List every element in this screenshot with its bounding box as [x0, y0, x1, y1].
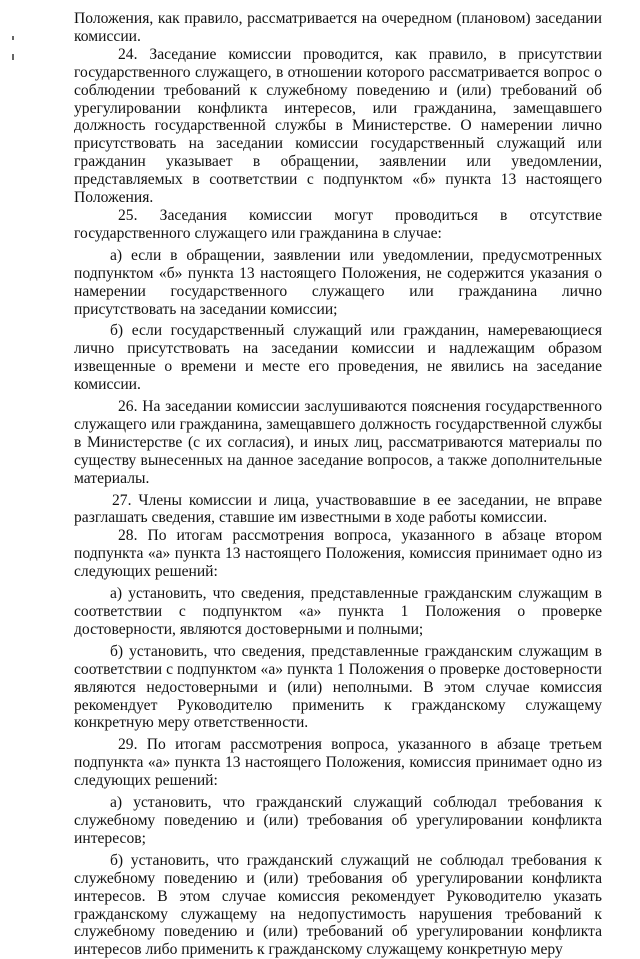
paragraph-29-a: а) установить, что гражданский служащий соблюдал требования к служебному поведению и (или) требования об урегулировании конфликта интересов;	[74, 794, 602, 847]
paragraph-28-b: б) установить, что сведения, представленные гражданским служащим в соответствии с подпунктом «а» пункта 1 Положения о проверке достоверности являются недостоверными и (или) неполными. В этом случае комиссия рекомендует Руководителю применить к гражданскому служащему конкретную меру ответственности.	[74, 642, 602, 732]
paragraph-24: 24. Заседание комиссии проводится, как правило, в присутствии государственного служащего, в отношении которого рассматривается вопрос о соблюдении требований к служебному поведению и (или) требований об урегулировании конфликта интересов, или гражданина, замещавшего должность государственной службы в Министерстве. О намерении лично присутствовать на заседании комиссии государственный служащий или гражданин указывает в обращении, заявлении или уведомлении, представляемых в соответствии с подпунктом «б» пункта 13 настоящего Положения.	[74, 45, 602, 207]
paragraph-29: 29. По итогам рассмотрения вопроса, указанного в абзаце третьем подпункта «а» пункта 13 настоящего Положения, комиссия принимает одно из следующих решений:	[74, 736, 602, 790]
margin-mark	[12, 54, 14, 60]
paragraph-29-b: б) установить, что гражданский служащий не соблюдал требования к служебному поведению и (или) требования об урегулировании конфликта интересов. В этом случае комиссия рекомендует Руководителю указать гражданскому служащему на недопустимость нарушения требований к служебному поведению и (или) требований об урегулировании конфликта интересов либо применить к гражданскому служащему конкретную меру	[74, 851, 602, 959]
margin-mark	[12, 36, 14, 40]
paragraph-28-a: а) установить, что сведения, представленные гражданским служащим в соответствии с подпунктом «а» пункта 1 Положения о проверке достоверности, являются достоверными и полными;	[74, 585, 602, 638]
paragraph-25: 25. Заседания комиссии могут проводиться в отсутствие государственного служащего или гражданина в случае:	[74, 206, 602, 242]
document-body	[74, 10, 602, 959]
paragraph-26: 26. На заседании комиссии заслушиваются пояснения государственного служащего или гражданина, замещавшего должность государственной службы в Министерстве (с их согласия), и иных лиц, рассматриваются материалы по существу вынесенных на данное заседание вопросов, а также дополнительные материалы.	[74, 398, 602, 487]
paragraph-28: 28. По итогам рассмотрения вопроса, указанного в абзаце втором подпункта «а» пункта 13 настоящего Положения, комиссия принимает одно из следующих решений:	[74, 527, 602, 581]
paragraph-27: 27. Члены комиссии и лица, участвовавшие в ее заседании, не вправе разглашать сведения, ставшие им известными в ходе работы комиссии.	[74, 491, 602, 527]
paragraph-25-b: б) если государственный служащий или гражданин, намеревающиеся лично присутствовать на заседании комиссии и надлежащим образом извещенные о времени и месте его проведения, не явились на заседание комиссии.	[74, 322, 602, 394]
paragraph-25-a: а) если в обращении, заявлении или уведомлении, предусмотренных подпунктом «б» пункта 13 настоящего Положения, не содержится указания о намерении государственного служащего или гражданина лично присутствовать на заседании комиссии;	[74, 246, 602, 318]
paragraph-continuation: Положения, как правило, рассматривается на очередном (плановом) заседании комиссии.	[74, 10, 602, 45]
